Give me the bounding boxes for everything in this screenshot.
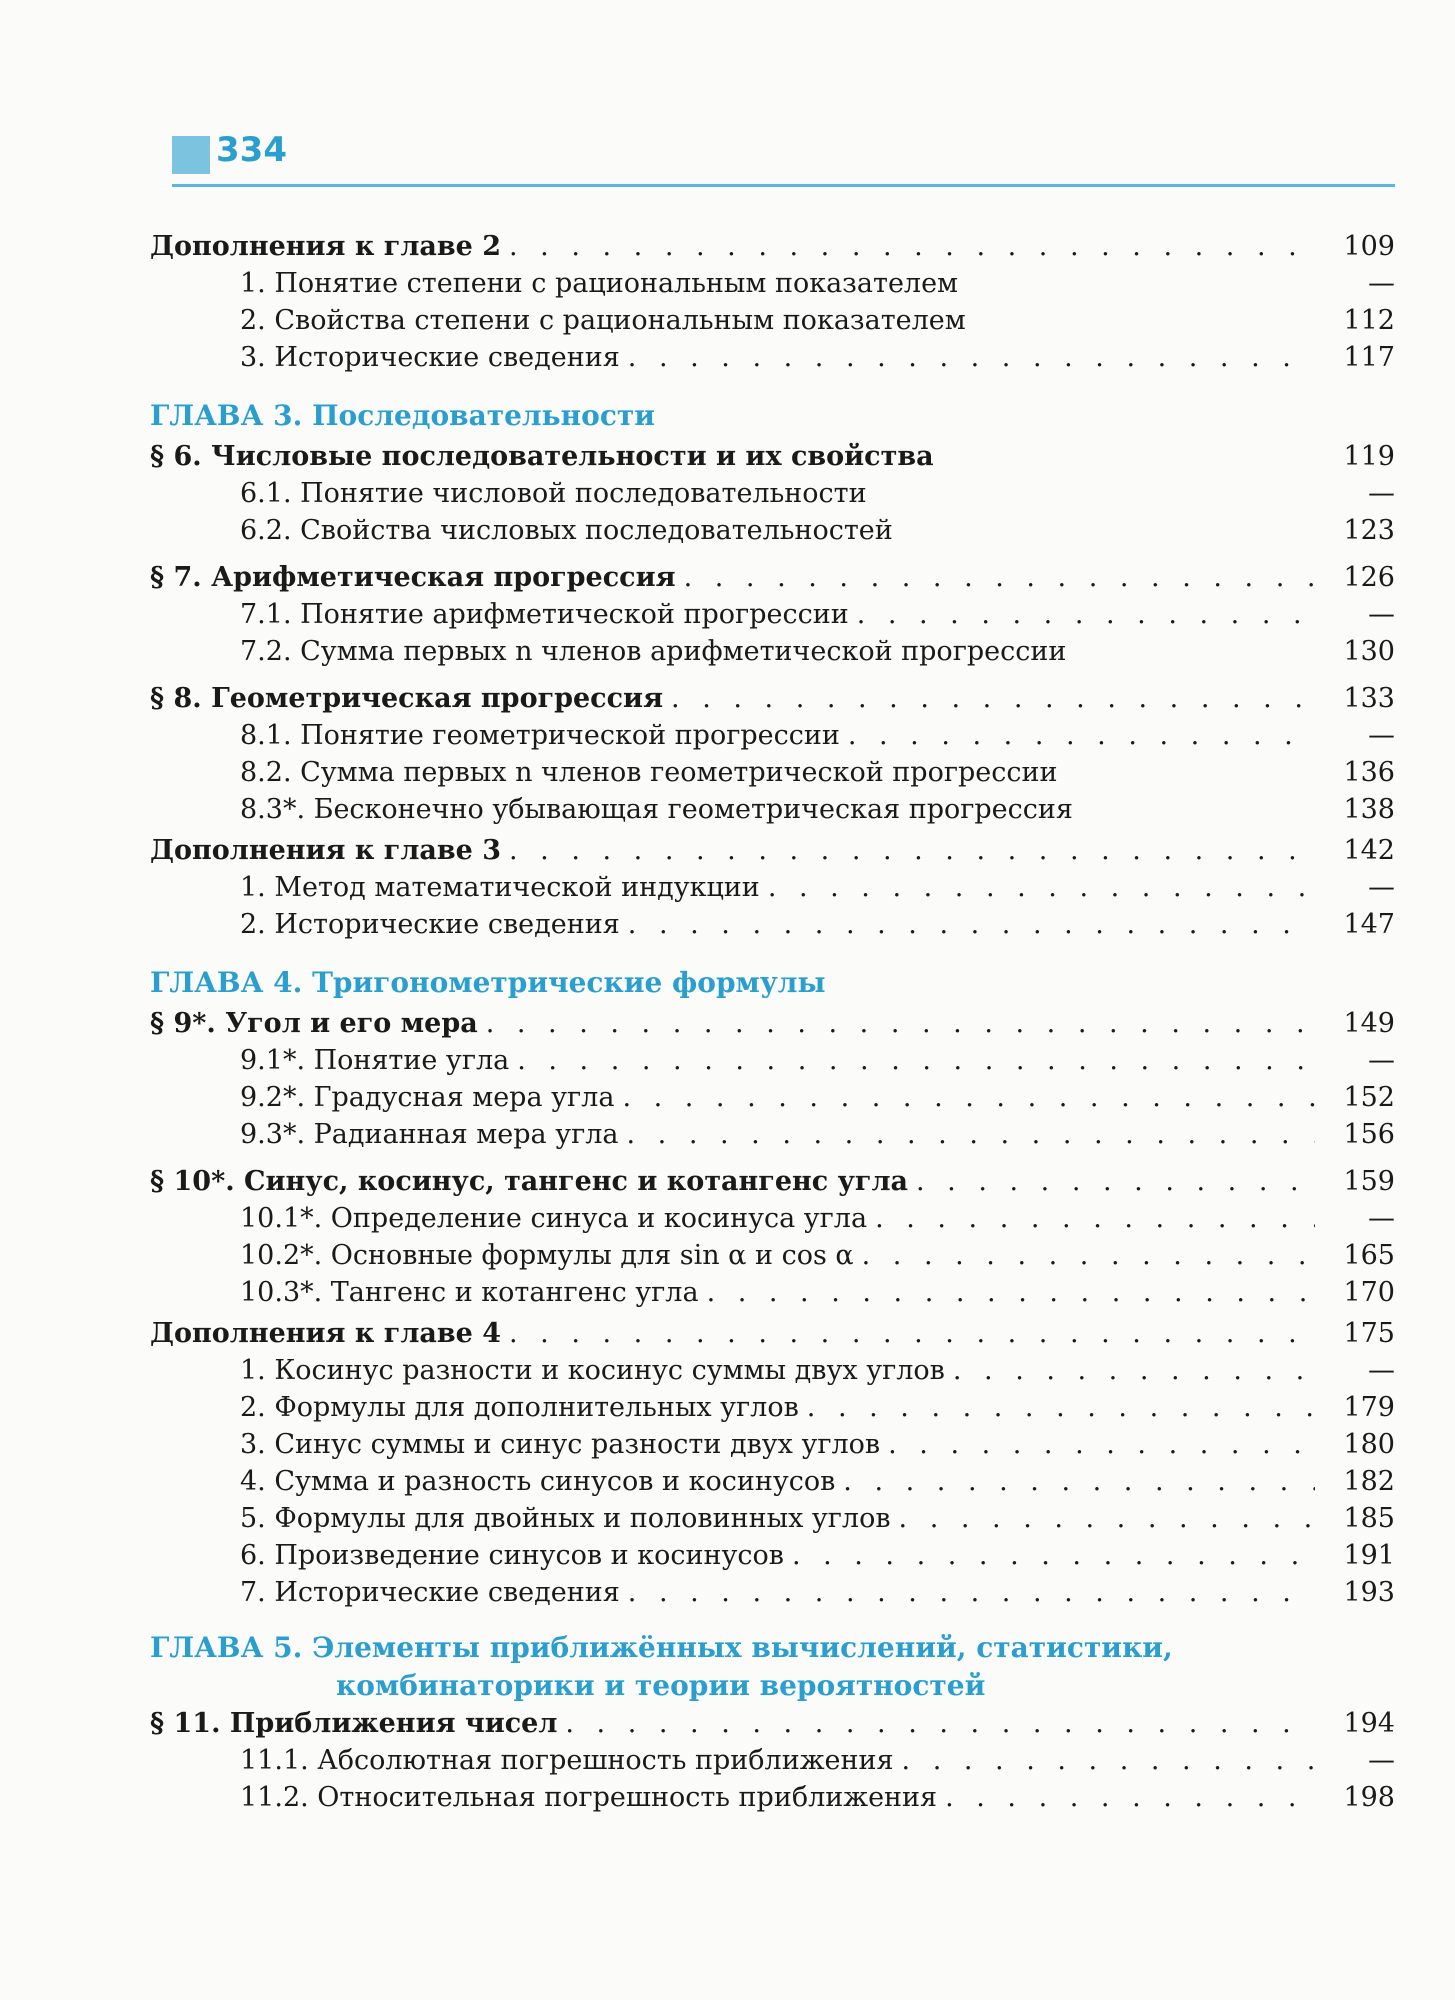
toc-entry-page: 133 xyxy=(1343,683,1395,714)
toc-leader-dots xyxy=(565,1705,1315,1742)
toc-entry-page: 130 xyxy=(1343,636,1395,667)
toc-entry xyxy=(150,1389,1395,1426)
toc-leader-dots xyxy=(916,1163,1315,1200)
toc-entry-title: § 8. Геометрическая прогрессия xyxy=(150,683,664,714)
toc-entry xyxy=(150,265,1395,302)
toc-leader-dots xyxy=(684,559,1315,596)
chapter-heading xyxy=(150,1629,1395,1705)
toc-entry-page: — xyxy=(1368,599,1395,630)
toc-entry xyxy=(150,559,1395,596)
toc-leader-dots xyxy=(628,339,1315,376)
chapter-heading-line: ГЛАВА 5. Элементы приближённых вычислений, статистики, xyxy=(150,1631,1173,1664)
toc-entry-page: 165 xyxy=(1343,1240,1395,1271)
toc-entry xyxy=(150,596,1395,633)
toc-leader-dots xyxy=(792,1537,1315,1574)
toc-entry-page: 194 xyxy=(1343,1708,1395,1739)
header-accent-block xyxy=(172,136,210,174)
toc-leader-dots xyxy=(768,869,1315,906)
toc-entry-title: 7. Исторические сведения xyxy=(240,1577,620,1608)
toc-entry-page: — xyxy=(1368,268,1395,299)
toc-entry xyxy=(150,1779,1395,1816)
toc-entry-title: 6.1. Понятие числовой последовательности xyxy=(240,478,867,509)
toc-entry-title: Дополнения к главе 3 xyxy=(150,835,501,866)
toc-entry-title: 9.2*. Градусная мера угла xyxy=(240,1082,615,1113)
toc-entry-title: 9.1*. Понятие угла xyxy=(240,1045,510,1076)
toc-leader-dots xyxy=(622,1079,1315,1116)
toc-entry-page: — xyxy=(1368,1745,1395,1776)
toc-entry-title: § 9*. Угол и его мера xyxy=(150,1008,478,1039)
toc-entry xyxy=(150,906,1395,943)
toc-entry-page: 119 xyxy=(1343,441,1395,472)
toc-entry-title: 10.1*. Определение синуса и косинуса угла xyxy=(240,1203,868,1234)
toc-entry-page: 156 xyxy=(1343,1119,1395,1150)
toc-entry xyxy=(150,1426,1395,1463)
toc-entry xyxy=(150,438,1395,475)
toc-entry-title: 10.3*. Тангенс и котангенс угла xyxy=(240,1277,699,1308)
toc-leader-dots xyxy=(953,1352,1315,1389)
toc-entry-title: Дополнения к главе 2 xyxy=(150,231,501,262)
toc-entry xyxy=(150,680,1395,717)
toc-entry-page: 149 xyxy=(1343,1008,1395,1039)
toc-leader-dots xyxy=(945,1779,1315,1816)
toc-entry-page: 185 xyxy=(1343,1503,1395,1534)
toc-leader-dots xyxy=(627,1116,1315,1153)
toc-leader-dots xyxy=(857,596,1315,633)
toc-entry-page: — xyxy=(1368,1355,1395,1386)
toc-entry-title: 3. Синус суммы и синус разности двух углов xyxy=(240,1429,881,1460)
toc-entry-title: 1. Метод математической индукции xyxy=(240,872,760,903)
toc-leader-dots xyxy=(628,1574,1315,1611)
toc-entry xyxy=(150,475,1395,512)
toc-leader-dots xyxy=(843,1463,1315,1500)
chapter-heading: ГЛАВА 3. Последовательности xyxy=(150,399,655,432)
toc-entry xyxy=(150,832,1395,869)
toc-entry-title: 7.2. Сумма первых n членов арифметической прогрессии xyxy=(240,636,1067,667)
toc-entry-page: 180 xyxy=(1343,1429,1395,1460)
toc-entry xyxy=(150,1274,1395,1311)
toc-leader-dots xyxy=(671,680,1315,717)
toc-leader-dots xyxy=(848,717,1315,754)
toc-entry-page: — xyxy=(1368,1045,1395,1076)
toc-entry-title: Дополнения к главе 4 xyxy=(150,1318,501,1349)
header-rule xyxy=(172,184,1395,187)
toc-entry-title: 2. Свойства степени с рациональным показателем xyxy=(240,305,966,336)
toc-entry-title: § 10*. Синус, косинус, тангенс и котангенс угла xyxy=(150,1166,908,1197)
toc-entry xyxy=(150,1237,1395,1274)
toc-entry-title: 8.3*. Бесконечно убывающая геометрическая прогрессия xyxy=(240,794,1073,825)
toc-entry-page: — xyxy=(1368,872,1395,903)
chapter-heading-line: комбинаторики и теории вероятностей xyxy=(336,1669,986,1702)
toc-entry xyxy=(150,717,1395,754)
toc-entry-page: 170 xyxy=(1343,1277,1395,1308)
toc-entry xyxy=(150,1742,1395,1779)
toc-entry xyxy=(150,1500,1395,1537)
toc-entry-title: 6.2. Свойства числовых последовательностей xyxy=(240,515,893,546)
toc-entry-title: 8.1. Понятие геометрической прогрессии xyxy=(240,720,840,751)
toc-entry-page: 136 xyxy=(1343,757,1395,788)
toc-leader-dots xyxy=(902,1742,1315,1779)
toc-entry xyxy=(150,754,1395,791)
toc-entry-title: § 7. Арифметическая прогрессия xyxy=(150,562,676,593)
toc-entry xyxy=(150,228,1395,265)
toc-entry-page: 175 xyxy=(1343,1318,1395,1349)
toc-entry-page: 147 xyxy=(1343,909,1395,940)
toc-entry xyxy=(150,1116,1395,1153)
toc-entry xyxy=(150,633,1395,670)
toc-entry-title: 2. Формулы для дополнительных углов xyxy=(240,1392,799,1423)
toc-entry-page: — xyxy=(1368,478,1395,509)
toc-entry xyxy=(150,1537,1395,1574)
toc-entry-page: 126 xyxy=(1343,562,1395,593)
toc-entry xyxy=(150,869,1395,906)
toc-entry-page: 152 xyxy=(1343,1082,1395,1113)
toc-leader-dots xyxy=(486,1005,1315,1042)
toc-entry xyxy=(150,1705,1395,1742)
toc-entry-page: — xyxy=(1368,1203,1395,1234)
toc-entry-title: 1. Косинус разности и косинус суммы двух углов xyxy=(240,1355,945,1386)
toc-entry xyxy=(150,1200,1395,1237)
toc-entry-page: 198 xyxy=(1343,1782,1395,1813)
toc-entry-page: 191 xyxy=(1343,1540,1395,1571)
toc-entry-title: 3. Исторические сведения xyxy=(240,342,620,373)
toc-entry-page: 179 xyxy=(1343,1392,1395,1423)
toc-entry-page: 159 xyxy=(1343,1166,1395,1197)
spacer xyxy=(150,549,1395,559)
toc-entry-page: 109 xyxy=(1343,231,1395,262)
toc-entry xyxy=(150,1352,1395,1389)
toc-entry-page: 123 xyxy=(1343,515,1395,546)
toc-entry xyxy=(150,1042,1395,1079)
chapter-heading: ГЛАВА 4. Тригонометрические формулы xyxy=(150,966,826,999)
toc-entry-title: 4. Сумма и разность синусов и косинусов xyxy=(240,1466,836,1497)
toc-entry xyxy=(150,791,1395,828)
toc-entry-title: § 11. Приближения чисел xyxy=(150,1708,558,1739)
toc-leader-dots xyxy=(517,1042,1315,1079)
spacer xyxy=(150,670,1395,680)
toc-leader-dots xyxy=(509,1315,1315,1352)
toc-entry-title: 6. Произведение синусов и косинусов xyxy=(240,1540,784,1571)
toc-entry xyxy=(150,302,1395,339)
spacer xyxy=(150,1153,1395,1163)
toc-entry xyxy=(150,1163,1395,1200)
toc-leader-dots xyxy=(509,832,1315,869)
toc-leader-dots xyxy=(628,906,1315,943)
toc-entry-title: 8.2. Сумма первых n членов геометрической прогрессии xyxy=(240,757,1058,788)
toc-entry xyxy=(150,1005,1395,1042)
toc-entry-title: 11.1. Абсолютная погрешность приближения xyxy=(240,1745,894,1776)
toc-entry-title: 9.3*. Радианная мера угла xyxy=(240,1119,619,1150)
toc-entry-page: 182 xyxy=(1343,1466,1395,1497)
toc-entry-title: 2. Исторические сведения xyxy=(240,909,620,940)
page-number: 334 xyxy=(216,130,287,170)
toc-entry-page: 112 xyxy=(1343,305,1395,336)
toc-entry-title: 5. Формулы для двойных и половинных углов xyxy=(240,1503,891,1534)
toc-leader-dots xyxy=(862,1237,1315,1274)
toc-entry-page: 142 xyxy=(1343,835,1395,866)
toc-entry xyxy=(150,339,1395,376)
toc-entry xyxy=(150,512,1395,549)
toc-leader-dots xyxy=(875,1200,1315,1237)
toc-entry-title: 11.2. Относительная погрешность приближения xyxy=(240,1782,938,1813)
toc-entry xyxy=(150,1315,1395,1352)
toc-leader-dots xyxy=(509,228,1315,265)
toc-leader-dots xyxy=(888,1426,1315,1463)
toc-entry xyxy=(150,1574,1395,1611)
toc-entry-title: 1. Понятие степени с рациональным показателем xyxy=(240,268,959,299)
toc-leader-dots xyxy=(807,1389,1315,1426)
page-header xyxy=(150,128,1395,188)
toc-leader-dots xyxy=(707,1274,1315,1311)
toc-entry xyxy=(150,1079,1395,1116)
toc-entry-page: 138 xyxy=(1343,794,1395,825)
table-of-contents xyxy=(150,228,1395,1816)
toc-entry-title: 10.2*. Основные формулы для sin α и cos α xyxy=(240,1240,854,1271)
toc-entry xyxy=(150,1463,1395,1500)
toc-entry-page: — xyxy=(1368,720,1395,751)
toc-entry-page: 193 xyxy=(1343,1577,1395,1608)
toc-entry-title: 7.1. Понятие арифметической прогрессии xyxy=(240,599,849,630)
toc-entry-page: 117 xyxy=(1343,342,1395,373)
toc-entry-title: § 6. Числовые последовательности и их свойства xyxy=(150,441,934,472)
toc-leader-dots xyxy=(899,1500,1315,1537)
